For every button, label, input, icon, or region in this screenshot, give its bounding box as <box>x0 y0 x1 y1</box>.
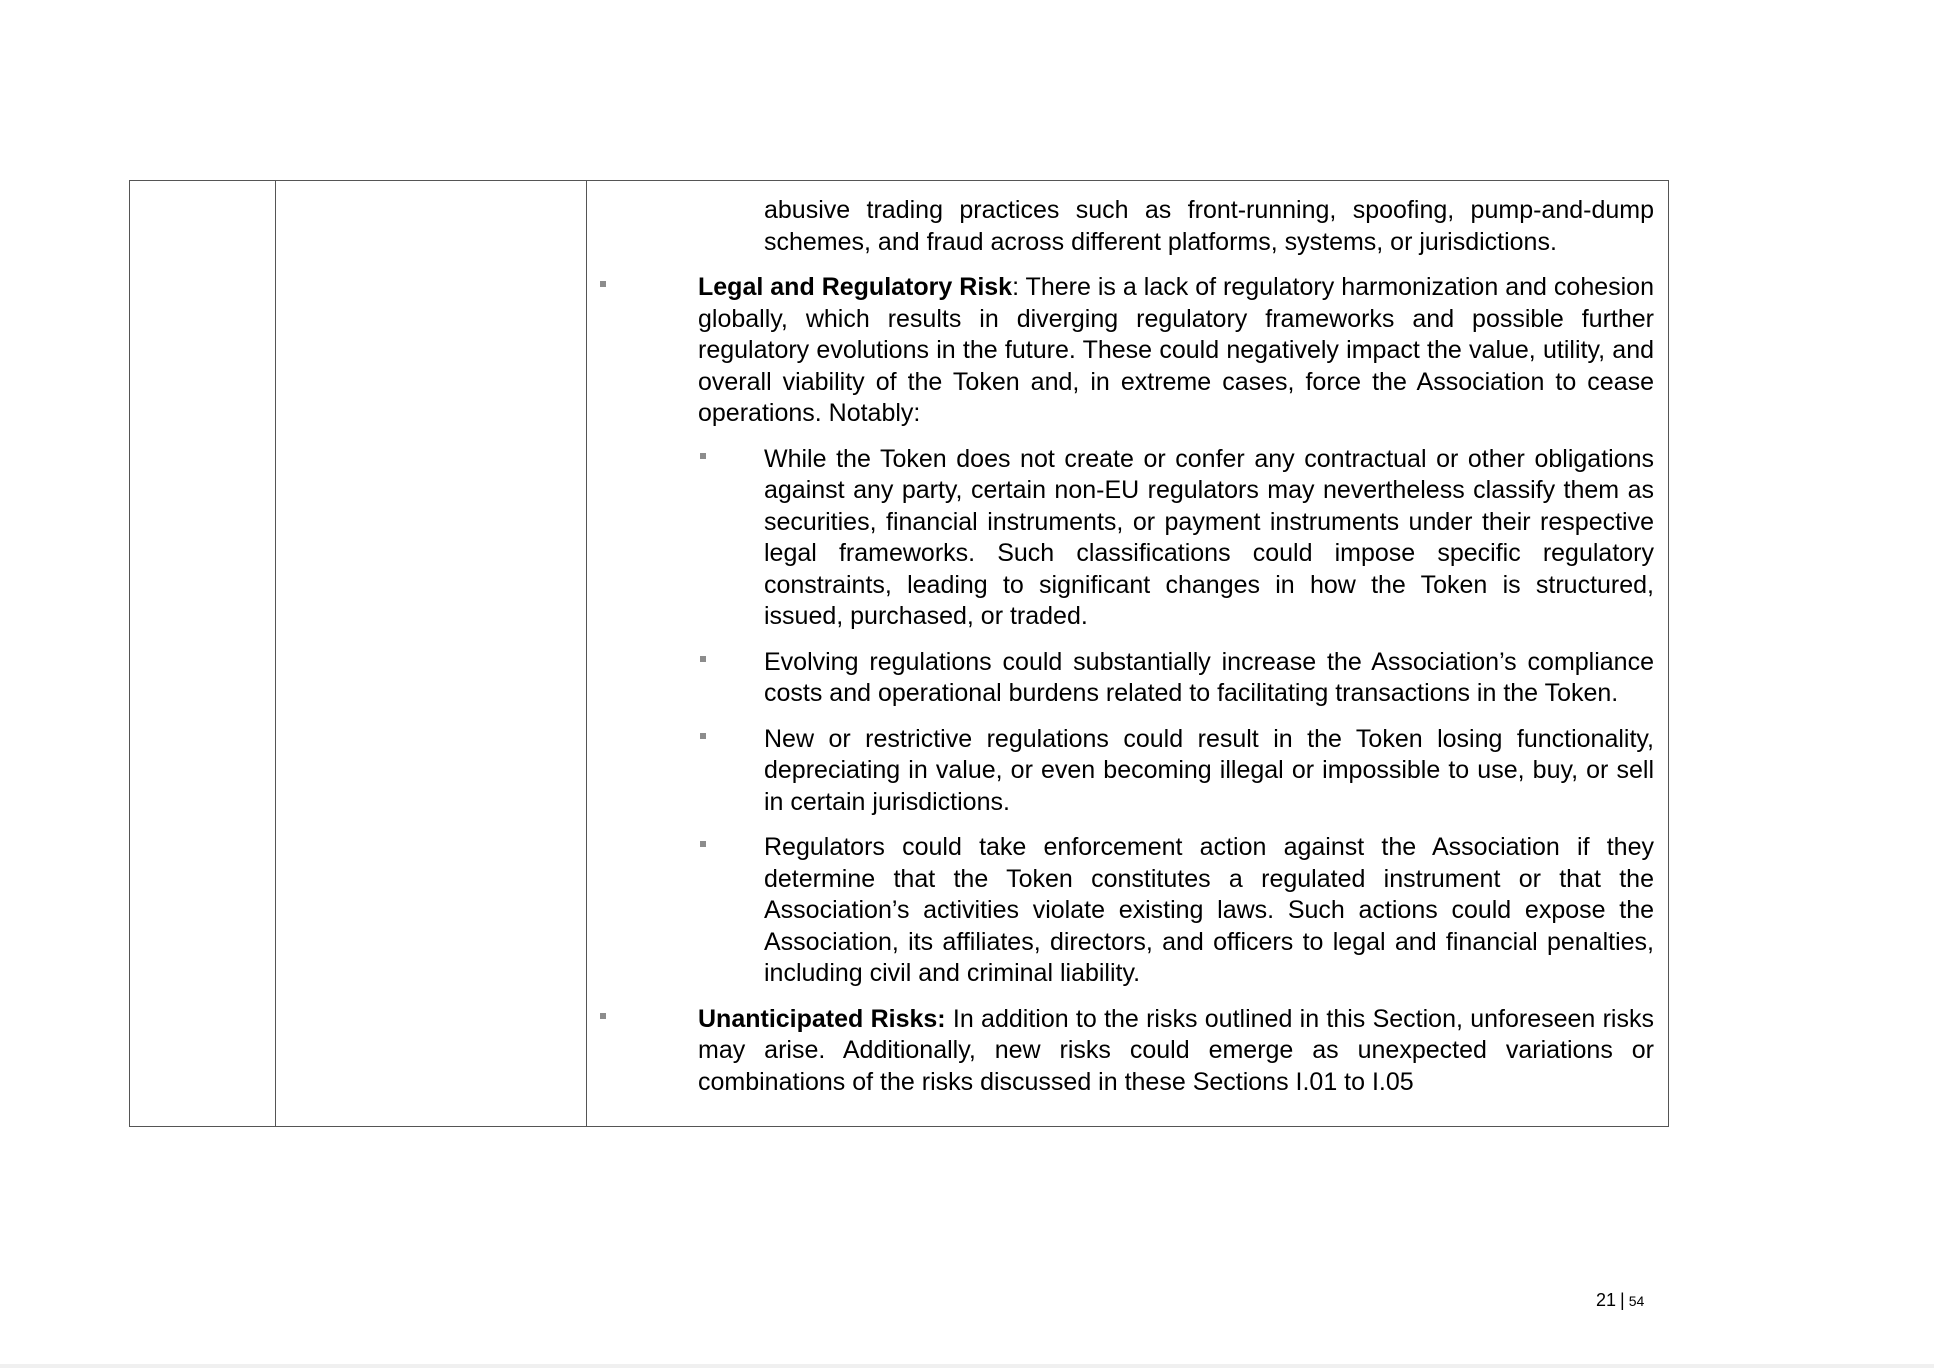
square-bullet-icon <box>700 733 706 739</box>
legal-regulatory-risk-text: : There is a lack of regulatory harmonization and cohesion globally, which results in diverging regulatory frameworks and possible further regulatory evolutions in the future. These could negatively impact the value, utility, and overall viability of the Token and, in extreme cases, force the Association to cease operations. Notably: <box>698 273 1654 427</box>
current-page-number: 21 <box>1596 1290 1617 1310</box>
unanticipated-risks-item <box>587 1004 1654 1099</box>
market-abuse-continuation-text: abusive trading practices such as front-running, spoofing, pump-and-dump schemes, and fraud across different platforms, systems, or jurisdictions. <box>764 196 1654 256</box>
legal-subitem-text: Regulators could take enforcement action against the Association if they determine that the Token constitutes a regulated instrument or that the Association’s activities violate existing laws. Such actions could expose the Association, its affiliates, directors, and officers to legal and financial penalties, including civil and criminal liability. <box>764 833 1654 987</box>
unanticipated-risks-title: Unanticipated Risks: <box>698 1004 946 1033</box>
legal-subitem-restrictive-regulations <box>587 724 1654 819</box>
square-bullet-icon <box>600 281 606 287</box>
risk-table <box>129 180 1669 1127</box>
square-bullet-icon <box>700 656 706 662</box>
legal-subitem-text: While the Token does not create or confer any contractual or other obligations against any party, certain non-EU regulators may nevertheless classify them as securities, financial instruments, or payment instruments under their respective legal frameworks. Such classifications could impose specific regulatory constraints, leading to significant changes in how the Token is structured, issued, purchased, or traded. <box>764 444 1654 630</box>
square-bullet-icon <box>700 841 706 847</box>
market-abuse-continuation <box>587 195 1654 258</box>
legal-regulatory-risk-title: Legal and Regulatory Risk <box>698 273 1013 301</box>
page-number <box>1596 1290 1644 1311</box>
page-number-separator: | <box>1620 1290 1625 1310</box>
legal-subitem-text: Evolving regulations could substantially increase the Association’s compliance costs and operational burdens related to facilitating transactions in the Token. <box>764 647 1654 707</box>
table-cell-empty-first <box>130 181 276 1127</box>
unanticipated-risks-text: In addition to the risks outlined in this Section, unforeseen risks may arise. Additionally, new risks could emerge as unexpected variations or combinations of the risks discussed in these Sections I.01 to I.05 <box>698 1004 1654 1096</box>
legal-regulatory-risk-item <box>587 272 1654 430</box>
table-cell-empty-second <box>276 181 587 1127</box>
legal-subitem-enforcement <box>587 832 1654 990</box>
square-bullet-icon <box>700 453 706 459</box>
risk-descriptions <box>587 181 1668 1098</box>
legal-subitem-text: New or restrictive regulations could result in the Token losing functionality, depreciating in value, or even becoming illegal or impossible to use, buy, or sell in certain jurisdictions. <box>764 724 1654 816</box>
legal-subitem-classification <box>587 444 1654 633</box>
legal-subitem-compliance-costs <box>587 647 1654 710</box>
table-cell-risk-descriptions <box>587 181 1669 1127</box>
table-row <box>130 181 1669 1127</box>
square-bullet-icon <box>600 1013 606 1019</box>
page-bottom-edge <box>0 1364 1934 1368</box>
total-page-count: 54 <box>1628 1293 1645 1309</box>
